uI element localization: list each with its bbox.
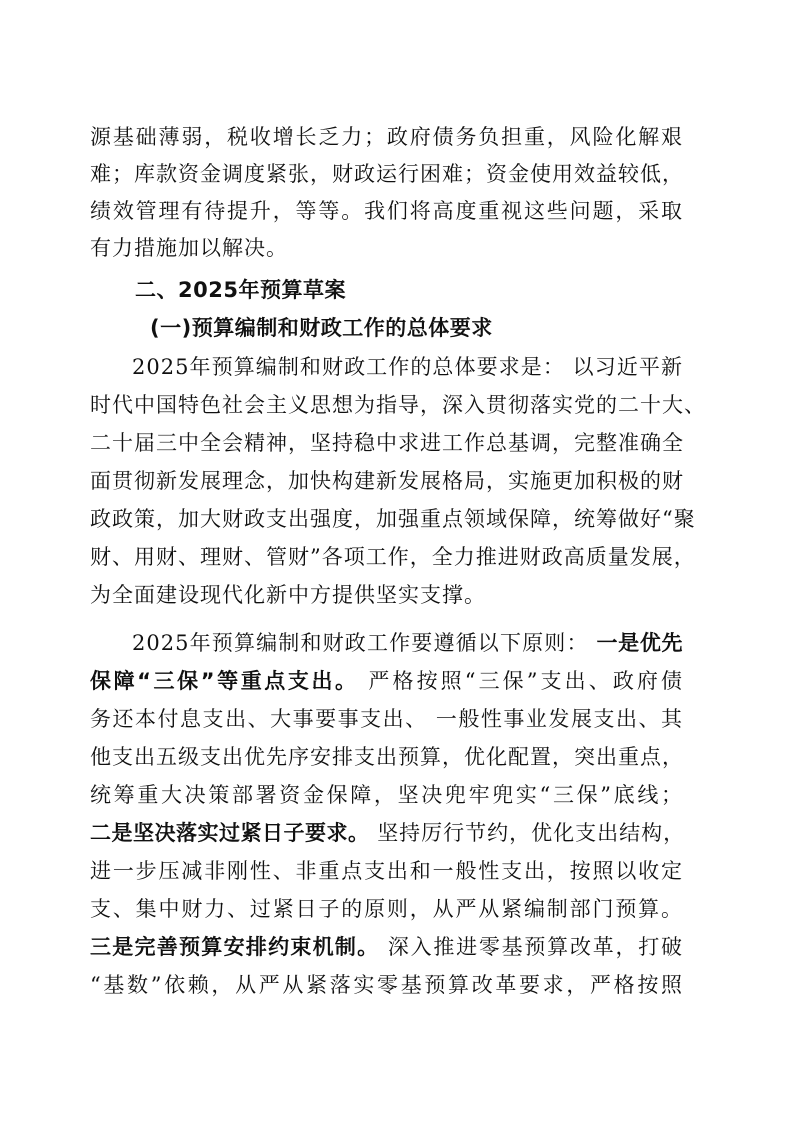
paragraph-line: 为全面建设现代化新中方提供坚实支撑。 [90,583,486,607]
principle-1-text: 严格按照“三保”支出、政府债 [368,669,683,693]
principle-2-title: 二是坚决落实过紧日子要求。 [90,821,370,845]
paragraph-line: 绩效管理有待提升，等等。我们将高度重视这些问题，采取 [90,199,683,223]
paragraph-line [0,932,793,962]
principles-intro: 2025年预算编制和财政工作要遵循以下原则： [132,631,589,655]
paragraph-line: 面贯彻新发展理念，加快构建新发展格局，实施更加积极的财 [90,469,684,493]
paragraph-line: 难；库款资金调度紧张，财政运行困难；资金使用效益较低， [90,162,684,186]
paragraph-line: 财、用财、理财、管财”各项工作，全力推进财政高质量发展， [90,545,696,569]
paragraph-line: 支、集中财力、过紧日子的原则，从严从紧编制部门预算。 [90,897,683,921]
paragraph-line: 源基础薄弱，税收增长乏力；政府债务负担重，风险化解艰 [90,125,683,149]
paragraph-line: 政政策，加大财政支出强度，加强重点领域保障，统筹做好“聚 [90,507,696,531]
paragraph-line: 统筹重大决策部署资金保障，坚决兜牢兜实“三保”底线； [90,783,683,807]
section-heading: 二、2025年预算草案 [135,278,346,302]
paragraph-line: 务还本付息支出、大事要事支出、 一般性事业发展支出、其 [90,707,683,731]
paragraph-line [0,628,793,658]
paragraph-line: 有力措施加以解决。 [90,236,288,260]
paragraph-line: 2025年预算编制和财政工作的总体要求是： 以习近平新 [132,355,683,379]
principle-3-text: 深入推进零基预算改革，打破 [387,935,683,959]
paragraph-line [0,666,793,696]
subsection-heading: (一)预算编制和财政工作的总体要求 [150,316,493,340]
principle-1-title-cont: 保障“三保”等重点支出。 [90,669,359,693]
principle-2-text: 坚持厉行节约，优化支出结构， [377,821,686,845]
paragraph-line: “基数”依赖，从严从紧落实零基预算改革要求，严格按照 [90,973,683,997]
paragraph-line: 他支出五级支出优先序安排支出预算，优化配置，突出重点， [90,745,684,769]
paragraph-line [0,818,793,848]
paragraph-line: 进一步压减非刚性、非重点支出和一般性支出，按照以收定 [90,859,683,883]
paragraph-line: 时代中国特色社会主义思想为指导，深入贯彻落实党的二十大、 [90,393,706,417]
principle-1-title: 一是优先 [596,631,683,655]
paragraph-line: 二十届三中全会精神，坚持稳中求进工作总基调，完整准确全 [90,431,684,455]
principle-3-title: 三是完善预算安排约束机制。 [90,935,380,959]
